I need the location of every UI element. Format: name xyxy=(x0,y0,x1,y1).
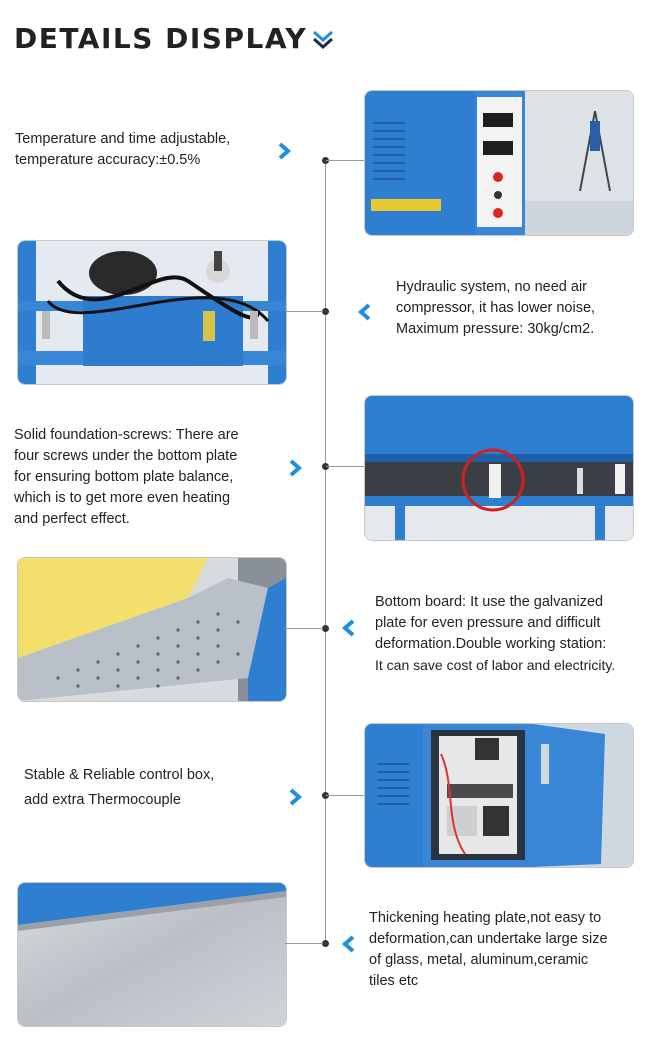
feature-4-line-1: Bottom board: It use the galvanized xyxy=(375,594,604,610)
timeline-dot xyxy=(322,308,329,315)
feature-5-text xyxy=(24,763,284,813)
control-panel-photo xyxy=(364,90,634,236)
feature-2-line-1: Hydraulic system, no need air xyxy=(396,279,587,295)
timeline-connector xyxy=(285,628,323,629)
feature-2-line-3: Maximum pressure: 30kg/cm2. xyxy=(396,321,595,337)
foundation-screws-photo xyxy=(364,395,634,541)
feature-4-text xyxy=(375,592,647,676)
chevron-right-icon xyxy=(276,142,292,160)
timeline-dot xyxy=(322,940,329,947)
feature-4-line-2: plate for even pressure and difficult xyxy=(375,615,601,631)
timeline-line xyxy=(325,160,326,946)
timeline-connector xyxy=(285,943,323,944)
feature-6-text xyxy=(369,908,645,992)
hydraulic-system-photo xyxy=(17,240,287,385)
feature-3-line-3: for ensuring bottom plate balance, xyxy=(14,469,234,485)
timeline-connector xyxy=(285,311,323,312)
feature-2-text xyxy=(396,277,646,340)
feature-2-line-2: compressor, it has lower noise, xyxy=(396,300,596,316)
chevron-left-icon xyxy=(357,303,373,321)
control-box-photo xyxy=(364,723,634,868)
feature-3-line-2: four screws under the bottom plate xyxy=(14,448,238,464)
chevron-right-icon xyxy=(287,459,303,477)
feature-6-line-1: Thickening heating plate,not easy to xyxy=(369,910,602,926)
timeline-connector xyxy=(326,160,364,161)
bottom-board-photo xyxy=(17,557,287,702)
feature-4-line-4: It can save cost of labor and electricity. xyxy=(375,657,616,673)
feature-1-line-1: Temperature and time adjustable, xyxy=(15,131,231,147)
chevron-right-icon xyxy=(287,788,303,806)
double-chevron-down-icon xyxy=(312,28,334,50)
timeline-dot xyxy=(322,625,329,632)
feature-3-line-1: Solid foundation-screws: There are xyxy=(14,427,239,443)
feature-5-line-2: add extra Thermocouple xyxy=(24,792,181,808)
page-title: DETAILS DISPLAY xyxy=(14,22,308,55)
chevron-left-icon xyxy=(341,935,357,953)
feature-3-line-5: and perfect effect. xyxy=(14,511,130,527)
feature-6-line-3: of glass, metal, aluminum,ceramic xyxy=(369,952,589,968)
feature-6-line-4: tiles etc xyxy=(369,973,419,989)
feature-3-text xyxy=(14,425,289,530)
feature-3-line-4: which is to get more even heating xyxy=(14,490,231,506)
feature-1-line-2: temperature accuracy:±0.5% xyxy=(15,152,201,168)
timeline-connector xyxy=(326,795,364,796)
feature-1-text xyxy=(15,129,285,171)
heating-plate-photo xyxy=(17,882,287,1027)
feature-4-line-3: deformation.Double working station: xyxy=(375,636,607,652)
timeline-connector xyxy=(326,466,364,467)
chevron-left-icon xyxy=(341,619,357,637)
feature-5-line-1: Stable & Reliable control box, xyxy=(24,767,215,783)
feature-6-line-2: deformation,can undertake large size xyxy=(369,931,608,947)
